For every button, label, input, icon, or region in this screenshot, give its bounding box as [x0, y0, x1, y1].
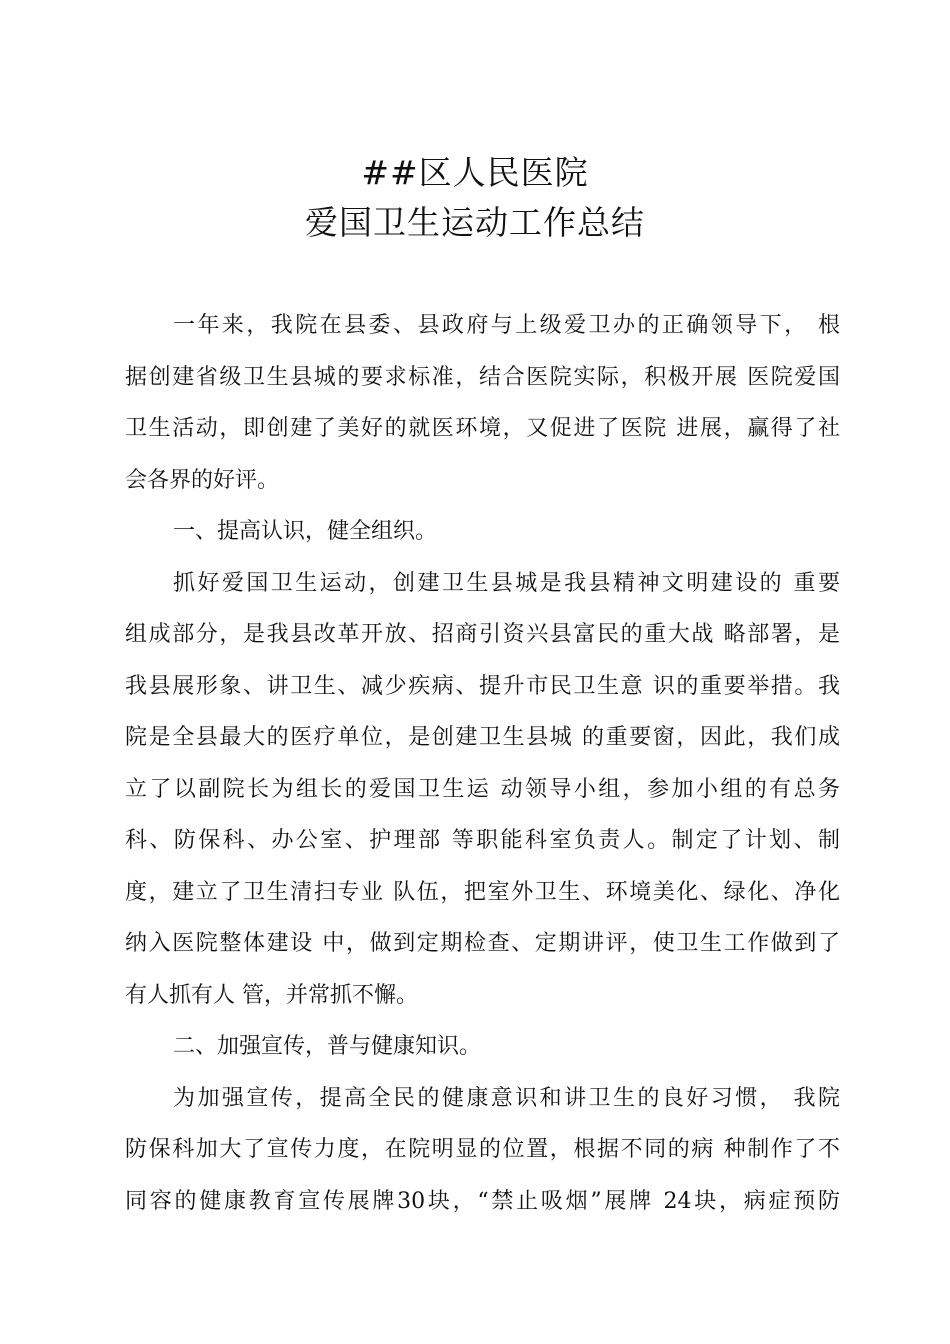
text-line: 一年来，我院在县委、县政府与上级爱卫办的正确领导下， 根 — [173, 313, 840, 338]
text-line: 纳入医院整体建设 中，做到定期检查、定期讲评，使卫生工作做到了 — [125, 931, 840, 956]
title-line-hospital: ##区人民医院 — [361, 153, 589, 192]
paragraph-publicity — [125, 1073, 840, 1228]
text-line: 防保科加大了宣传力度，在院明显的位置，根据不同的病 种制作了不 — [125, 1137, 840, 1162]
document-body — [125, 300, 840, 1227]
text-line: 据创建省级卫生县城的要求标准，结合医院实际，积极开展 医院爱国 — [125, 364, 840, 390]
text-line: 度，建立了卫生清扫专业 队伍，把室外卫生、环境美化、绿化、净化 — [125, 879, 840, 905]
text-line: 院是全县最大的医疗单位，是创建卫生县城 的重要窗，因此，我们成 — [125, 725, 840, 750]
document-title — [0, 148, 950, 248]
text-line: 组成部分，是我县改革开放、招商引资兴县富民的重大战 略部署，是 — [125, 622, 840, 647]
text-line: 我县展形象、讲卫生、减少疾病、提升市民卫生意 识的重要举措。我 — [125, 673, 840, 699]
section-heading-2: 二、加强宣传，普与健康知识。 — [173, 1034, 482, 1059]
text-line: 为加强宣传，提高全民的健康意识和讲卫生的良好习惯， 我院 — [173, 1085, 840, 1111]
text-line: 科、防保科、办公室、护理部 等职能科室负责人。制定了计划、制 — [125, 828, 840, 853]
paragraph-intro — [125, 300, 840, 506]
text-line: 有人抓有人 管，并常抓不懈。 — [125, 982, 418, 1008]
text-line: 立了以副院长为组长的爱国卫生运 动领导小组，参加小组的有总务 — [125, 776, 840, 802]
text-line: 卫生活动，即创建了美好的就医环境，又促进了医院 进展，赢得了社 — [125, 416, 840, 441]
title-line-summary: 爱国卫生运动工作总结 — [305, 203, 645, 242]
text-line: 会各界的好评。 — [125, 467, 280, 493]
section-heading-1: 一、提高认识，健全组织。 — [173, 519, 438, 544]
text-line: 同容的健康教育宣传展牌30块，“禁止吸烟”展牌 24块，病症预防 — [125, 1188, 840, 1214]
paragraph-organization — [125, 558, 840, 1022]
text-line: 抓好爱国卫生运动，创建卫生县城是我县精神文明建设的 重要 — [173, 570, 840, 596]
